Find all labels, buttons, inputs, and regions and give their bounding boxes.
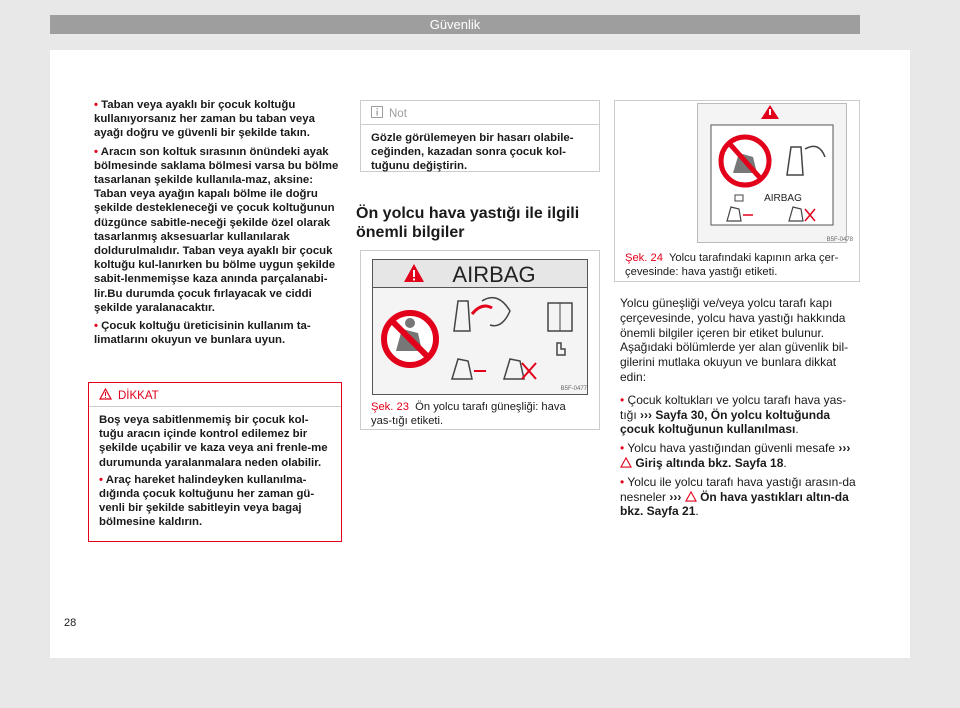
airbag-label-text: AIRBAG	[764, 193, 802, 204]
figure-number: Şek. 23	[371, 401, 409, 413]
airbag-label-text: AIRBAG	[452, 262, 536, 287]
warning-header: DİKKAT	[89, 383, 341, 407]
bullet-icon: •	[94, 320, 98, 333]
note-box	[360, 100, 600, 172]
list-item: • Çocuk koltukları ve yolcu tarafı hava yas-tığı ››› Sayfa 30, Ön yolcu koltuğunda çocuk koltuğunun kullanılması.	[620, 392, 847, 437]
bullet-icon: •	[620, 441, 625, 456]
right-column-text	[620, 296, 860, 519]
figure-24	[614, 100, 860, 282]
airbag-label-image	[697, 103, 847, 243]
figure-23	[360, 250, 600, 430]
figure-code: B5F-0478	[826, 237, 853, 243]
section-heading: Ön yolcu hava yastığı ile ilgili önemli bilgiler	[356, 205, 580, 241]
figure-number: Şek. 24	[625, 252, 663, 264]
list-item: • Çocuk koltuğu üreticisinin kullanım ta-limatlarını okuyun ve bunlara uyun.	[94, 320, 311, 347]
note-body: Gözle görülemeyen bir hasarı olabile-ceğinden, kazadan sonra çocuk kol-tuğunu değiştirin.	[371, 132, 574, 173]
arrow-icon: ›››	[640, 407, 653, 422]
list-item: • Yolcu hava yastığından güvenli mesafe ››› Giriş altında bkz. Sayfa 18.	[620, 441, 851, 470]
warning-triangle-icon	[620, 457, 632, 468]
arrow-icon: ›››	[669, 489, 682, 504]
list-item: • Yolcu ile yolcu tarafı hava yastığı arasın-da nesneler ››› Ön hava yastıkları altın-da bkz. Sayfa 21.	[620, 474, 856, 519]
page-header: Güvenlik	[50, 15, 860, 34]
warning-body: Boş veya sabitlenmemiş bir çocuk kol-tuğu aracın içinde kontrol edilemez bir şekilde uçabilir ve kaza veya ani frenle-me durumunda yaralanmalara neden olabilir. • Araç hareket halindeyken kullanılma-dığında çocuk koltuğunu her zaman gü-venli bir şekilde sabitleyin veya bagaj bölmesine kaldırın.	[89, 407, 341, 530]
bullet-icon: •	[94, 99, 98, 111]
bullet-icon: •	[620, 392, 625, 407]
list-item: • Aracın son koltuk sırasının önündeki ayak bölmesinde saklama bölmesi varsa bu bölme tasarlanan şekilde kullanıla-maz, aksine: Taban veya ayağın kapalı bölme ile doğru şekilde destekleneceği ve çocuk koltuğunun düzgünce sabitle-neceği şekilde özel olarak tasarlanmış aksesuarlar kullanılarak doldurulmalıdır. Taban veya ayaklı bir çocuk koltuğu kul-lanırken bu bölme uygun şekilde sabit-lenmemişse kaza anında parçalanabi-lir.Bu durumda çocuk fırlayacak ve ciddi şekilde yaralanacaktır.	[94, 145, 339, 314]
bullet-icon: •	[94, 145, 98, 158]
page-reference-link[interactable]: Ön hava yastıkları altın-da bkz. Sayfa 21	[620, 489, 849, 519]
intro-paragraph: Yolcu güneşliği ve/veya yolcu tarafı kapı çerçevesinde, yolcu hava yastığı hakkında önemli bilgiler içeren bir etiket bulunur. Aşağıdaki bölümlerde yer alan güvenlik bil-gilerini mutlaka okuyun ve bunlara dikkat edin:	[620, 296, 849, 384]
figure-code: B5F-0477	[560, 386, 587, 392]
figure-caption: Şek. 24 Yolcu tarafındaki kapının arka çer-çevesinde: hava yastığı etiketi.	[625, 252, 839, 278]
arrow-icon: ›››	[838, 441, 851, 456]
bullet-icon: •	[99, 473, 103, 486]
bullet-icon: •	[620, 474, 625, 489]
left-column	[94, 98, 342, 347]
airbag-label-image	[372, 259, 588, 395]
page-number: 28	[64, 617, 77, 629]
list-item: • Taban veya ayaklı bir çocuk koltuğu kullanıyorsanız her zaman bu taban veya ayağı doğru ve güvenli bir şekilde takın.	[94, 99, 315, 140]
list-item: • Araç hareket halindeyken kullanılma-dığında çocuk koltuğunu her zaman gü-venli bir şekilde sabitleyin veya bagaj bölmesine kaldırın.	[99, 473, 315, 529]
page-reference-link[interactable]: Giriş altında bkz. Sayfa 18	[635, 455, 784, 470]
info-icon	[371, 106, 383, 118]
warning-triangle-icon	[99, 388, 112, 400]
note-header: Not	[361, 101, 599, 125]
warning-box	[88, 382, 342, 542]
warning-triangle-icon	[685, 491, 697, 502]
page-reference-link[interactable]: Sayfa 30, Ön yolcu koltuğunda çocuk koltuğunun kullanılması	[620, 407, 831, 437]
figure-caption: Şek. 23 Ön yolcu tarafı güneşliği: hava yas-tığı etiketi.	[371, 401, 566, 427]
